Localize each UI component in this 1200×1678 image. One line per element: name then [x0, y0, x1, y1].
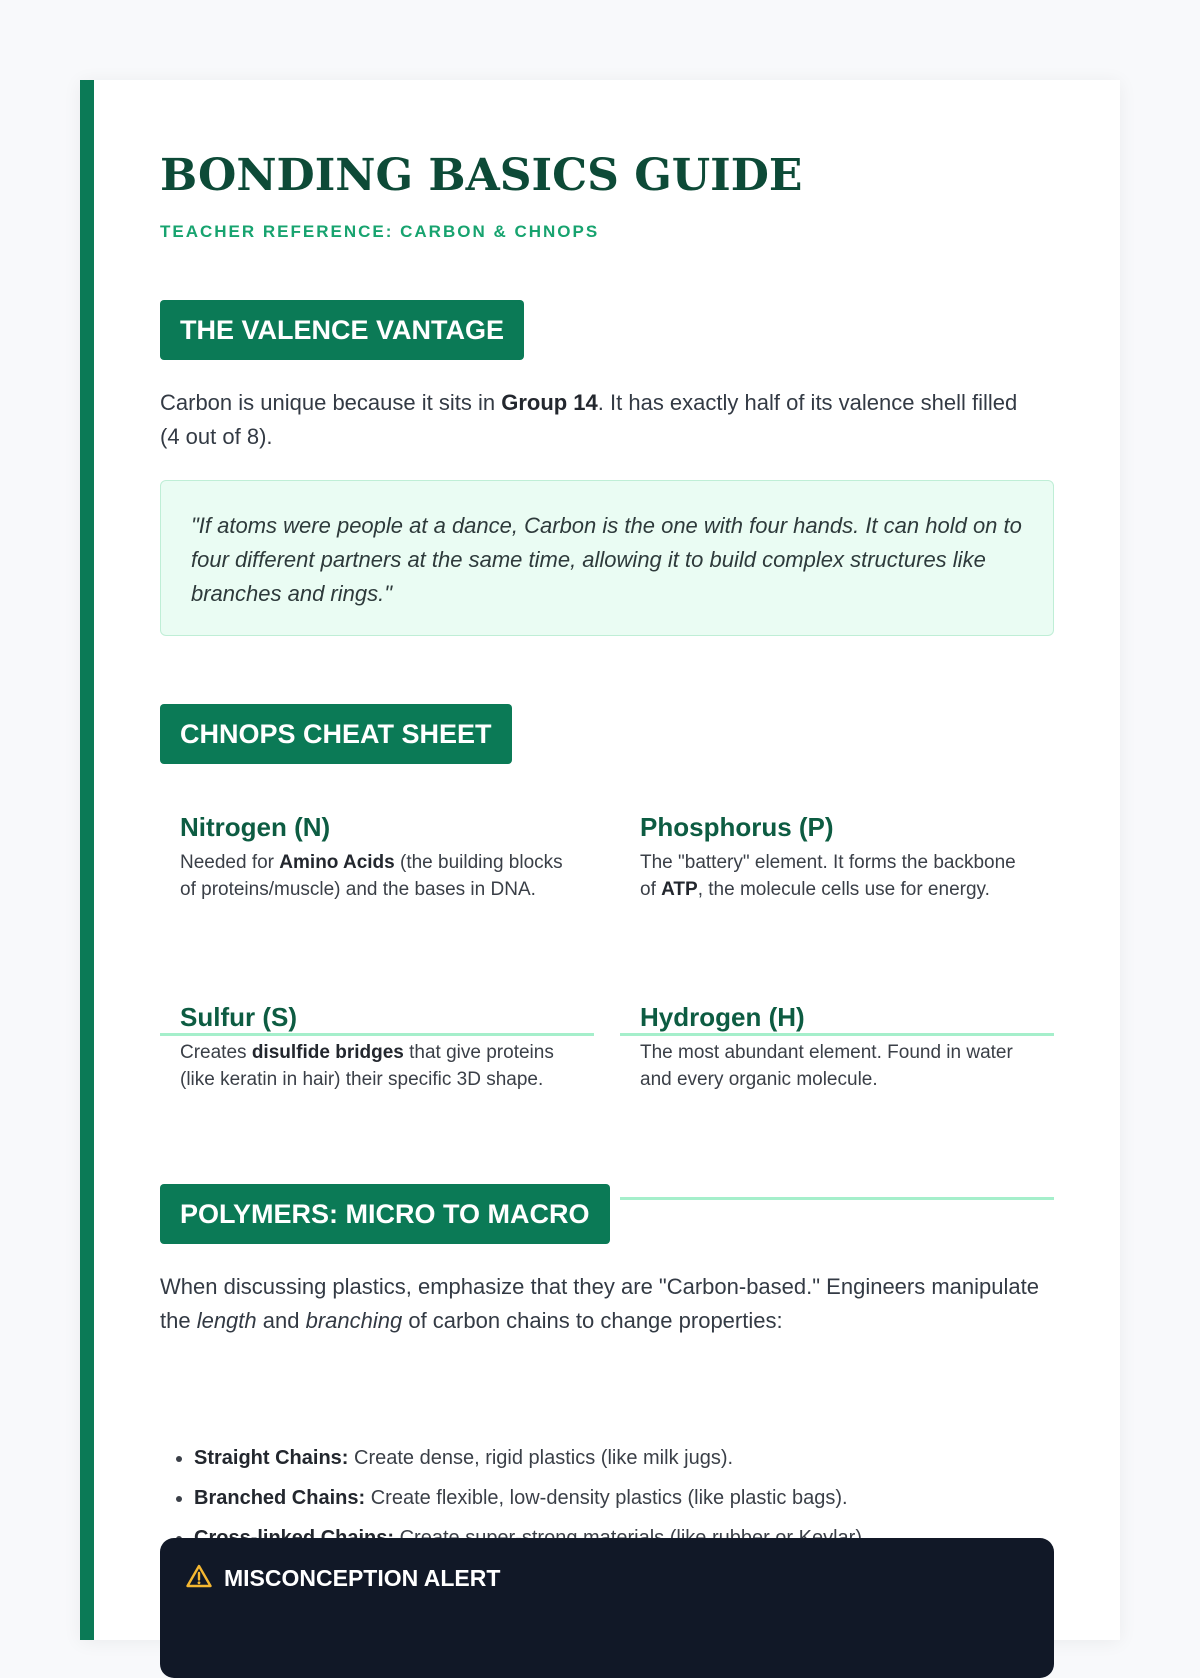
element-card-title: Hydrogen (H) — [640, 1002, 805, 1032]
list-item: • Branched Chains: Create flexible, low-density plastics (like plastic bags). — [194, 1478, 1088, 1518]
section-heading-polymers: POLYMERS: MICRO TO MACRO — [160, 1184, 610, 1244]
warning-icon — [186, 1564, 212, 1593]
element-card-text: The "battery" element. It forms the backbone of ATP, the molecule cells use for energy. — [640, 852, 1016, 900]
section-heading-valence: THE VALENCE VANTAGE — [160, 300, 524, 360]
misconception-alert-box — [160, 1538, 1054, 1678]
element-card-hydrogen — [620, 1002, 1054, 1200]
page-title: BONDING BASICS GUIDE — [160, 150, 803, 201]
document-page — [80, 80, 1120, 1640]
element-card-sulfur — [160, 1002, 594, 1200]
element-card-title: Nitrogen (N) — [180, 812, 331, 842]
valence-paragraph: Carbon is unique because it sits in Group 14. It has exactly half of its valence shell filled (4 out of 8). — [160, 390, 1018, 449]
element-card-title: Phosphorus (P) — [640, 812, 834, 842]
alert-title: MISCONCEPTION ALERT — [224, 1565, 501, 1591]
section-heading-chnops: CHNOPS CHEAT SHEET — [160, 704, 512, 764]
list-item: • Straight Chains: Create dense, rigid plastics (like milk jugs). — [194, 1438, 1088, 1478]
element-card-title: Sulfur (S) — [180, 1002, 297, 1032]
alert-header — [186, 1564, 500, 1593]
page-subtitle: TEACHER REFERENCE: CARBON & CHNOPS — [160, 222, 600, 241]
element-card-text: Creates disulfide bridges that give proteins (like keratin in hair) their specific 3D shape. — [180, 1042, 554, 1090]
element-card-text: The most abundant element. Found in water and every organic molecule. — [640, 1042, 1013, 1090]
polymers-paragraph: When discussing plastics, emphasize that they are "Carbon-based." Engineers manipulate the length and branching of carbon chains to change properties: — [160, 1274, 1039, 1333]
element-card-text: Needed for Amino Acids (the building blocks of proteins/muscle) and the bases in DNA. — [180, 852, 563, 900]
valence-quote: "If atoms were people at a dance, Carbon is the one with four hands. It can hold on to four different partners at the same time, allowing it to build complex structures like branches and rings." — [160, 480, 1054, 636]
